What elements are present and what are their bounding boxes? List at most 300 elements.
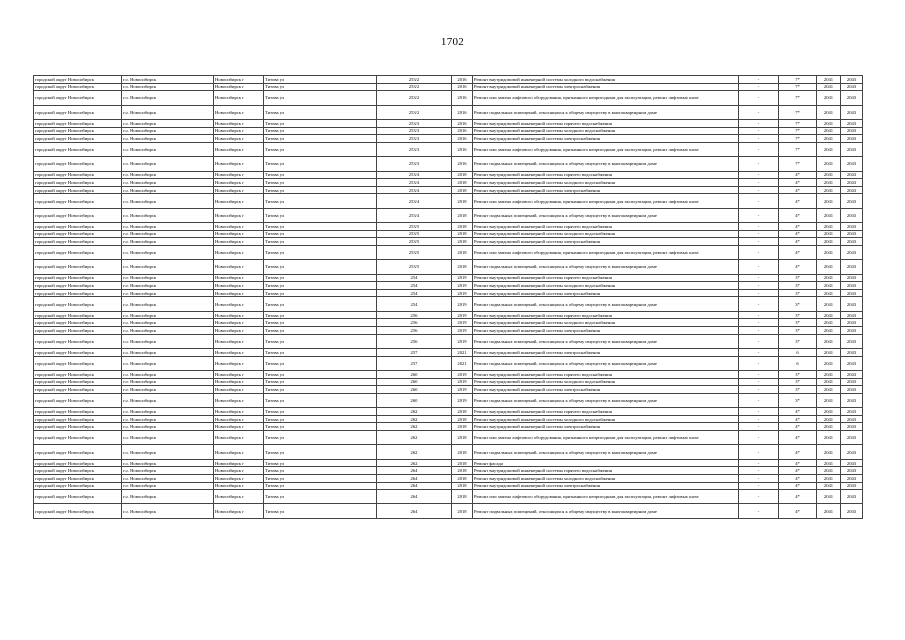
district-cell: городской округ Новосибирск bbox=[34, 245, 122, 259]
year-cell: 2016 bbox=[452, 105, 473, 119]
locality-cell: Новосибирск г bbox=[214, 430, 264, 444]
floors-cell: 3* bbox=[779, 370, 817, 378]
city-cell: г.о. Новосибирск bbox=[122, 482, 214, 490]
start-year-cell: 2041 bbox=[817, 504, 841, 518]
end-year-cell: 2043 bbox=[841, 474, 863, 482]
street-cell: Титова ул bbox=[264, 223, 377, 231]
work-type-cell: Ремонт подвальных помещений, относящихся к общему имуществу в многоквартирном доме bbox=[473, 260, 739, 274]
year-cell: 2018 bbox=[452, 423, 473, 431]
floors-cell: 4* bbox=[779, 504, 817, 518]
district-cell: городской округ Новосибирск bbox=[34, 157, 122, 171]
dash-cell: - bbox=[739, 157, 779, 171]
end-year-cell: 2043 bbox=[841, 408, 863, 416]
locality-cell: Новосибирск г bbox=[214, 467, 264, 475]
start-year-cell: 2041 bbox=[817, 386, 841, 394]
street-cell: Титова ул bbox=[264, 171, 377, 179]
year-cell: 2016 bbox=[452, 91, 473, 105]
work-type-cell: Ремонт внутридомовой инженерной системы электроснабжения bbox=[473, 349, 739, 357]
street-cell: Титова ул bbox=[264, 423, 377, 431]
dash-cell: - bbox=[739, 386, 779, 394]
start-year-cell: 2041 bbox=[817, 474, 841, 482]
house-number-cell: 253/3 bbox=[377, 135, 452, 143]
start-year-cell: 2041 bbox=[817, 378, 841, 386]
city-cell: г.о. Новосибирск bbox=[122, 334, 214, 348]
table-row bbox=[34, 490, 863, 504]
district-cell: городской округ Новосибирск bbox=[34, 297, 122, 311]
table-row bbox=[34, 459, 863, 467]
end-year-cell: 2043 bbox=[841, 334, 863, 348]
locality-cell: Новосибирск г bbox=[214, 245, 264, 259]
house-number-cell: 254 bbox=[377, 282, 452, 290]
table-row bbox=[34, 327, 863, 335]
floors-cell: 4* bbox=[779, 408, 817, 416]
year-cell: 2018 bbox=[452, 179, 473, 187]
end-year-cell: 2043 bbox=[841, 230, 863, 238]
start-year-cell: 2041 bbox=[817, 349, 841, 357]
street-cell: Титова ул bbox=[264, 378, 377, 386]
table-row bbox=[34, 311, 863, 319]
dash-cell: - bbox=[739, 490, 779, 504]
end-year-cell: 2043 bbox=[841, 415, 863, 423]
work-type-cell: Ремонт внутридомовой инженерной системы холодного водоснабжения bbox=[473, 378, 739, 386]
start-year-cell: 2041 bbox=[817, 423, 841, 431]
start-year-cell: 2041 bbox=[817, 327, 841, 335]
city-cell: г.о. Новосибирск bbox=[122, 459, 214, 467]
street-cell: Титова ул bbox=[264, 127, 377, 135]
start-year-cell: 2041 bbox=[817, 142, 841, 156]
street-cell: Титова ул bbox=[264, 208, 377, 222]
end-year-cell: 2043 bbox=[841, 467, 863, 475]
street-cell: Титова ул bbox=[264, 179, 377, 187]
table-row bbox=[34, 186, 863, 194]
table-row bbox=[34, 349, 863, 357]
work-type-cell: Ремонт подвальных помещений, относящихся к общему имуществу в многоквартирном доме bbox=[473, 208, 739, 222]
city-cell: г.о. Новосибирск bbox=[122, 179, 214, 187]
street-cell: Титова ул bbox=[264, 327, 377, 335]
district-cell: городской округ Новосибирск bbox=[34, 459, 122, 467]
floors-cell: 4* bbox=[779, 230, 817, 238]
city-cell: г.о. Новосибирск bbox=[122, 208, 214, 222]
dash-cell: - bbox=[739, 474, 779, 482]
house-number-cell: 253/4 bbox=[377, 171, 452, 179]
dash-cell: - bbox=[739, 459, 779, 467]
table-row bbox=[34, 504, 863, 518]
table-row bbox=[34, 319, 863, 327]
house-number-cell: 256 bbox=[377, 311, 452, 319]
locality-cell: Новосибирск г bbox=[214, 386, 264, 394]
city-cell: г.о. Новосибирск bbox=[122, 238, 214, 246]
floors-cell: 4* bbox=[779, 260, 817, 274]
district-cell: городской округ Новосибирск bbox=[34, 482, 122, 490]
street-cell: Титова ул bbox=[264, 274, 377, 282]
locality-cell: Новосибирск г bbox=[214, 91, 264, 105]
house-number-cell: 262 bbox=[377, 423, 452, 431]
end-year-cell: 2043 bbox=[841, 186, 863, 194]
table-row bbox=[34, 238, 863, 246]
street-cell: Титова ул bbox=[264, 490, 377, 504]
floors-cell: 4* bbox=[779, 179, 817, 187]
table-row bbox=[34, 142, 863, 156]
floors-cell: 4* bbox=[779, 245, 817, 259]
table-row bbox=[34, 282, 863, 290]
year-cell: 2018 bbox=[452, 245, 473, 259]
start-year-cell: 2041 bbox=[817, 297, 841, 311]
work-type-cell: Ремонт внутридомовой инженерной системы холодного водоснабжения bbox=[473, 76, 739, 84]
district-cell: городской округ Новосибирск bbox=[34, 319, 122, 327]
start-year-cell: 2041 bbox=[817, 415, 841, 423]
street-cell: Титова ул bbox=[264, 238, 377, 246]
table-row bbox=[34, 91, 863, 105]
house-number-cell: 253/2 bbox=[377, 83, 452, 91]
end-year-cell: 2043 bbox=[841, 423, 863, 431]
year-cell: 2016 bbox=[452, 127, 473, 135]
street-cell: Титова ул bbox=[264, 467, 377, 475]
year-cell: 2019 bbox=[452, 282, 473, 290]
street-cell: Титова ул bbox=[264, 297, 377, 311]
house-number-cell: 253/4 bbox=[377, 179, 452, 187]
locality-cell: Новосибирск г bbox=[214, 274, 264, 282]
city-cell: г.о. Новосибирск bbox=[122, 504, 214, 518]
year-cell: 2016 bbox=[452, 119, 473, 127]
locality-cell: Новосибирск г bbox=[214, 490, 264, 504]
district-cell: городской округ Новосибирск bbox=[34, 386, 122, 394]
floors-cell: 3* bbox=[779, 297, 817, 311]
table-row bbox=[34, 105, 863, 119]
floors-cell: 3* bbox=[779, 327, 817, 335]
floors-cell: 7* bbox=[779, 91, 817, 105]
street-cell: Титова ул bbox=[264, 504, 377, 518]
house-number-cell: 256 bbox=[377, 327, 452, 335]
end-year-cell: 2043 bbox=[841, 349, 863, 357]
table-row bbox=[34, 467, 863, 475]
floors-cell: 4* bbox=[779, 467, 817, 475]
work-type-cell: Ремонт внутридомовой инженерной системы горячего водоснабжения bbox=[473, 223, 739, 231]
street-cell: Титова ул bbox=[264, 119, 377, 127]
locality-cell: Новосибирск г bbox=[214, 208, 264, 222]
locality-cell: Новосибирск г bbox=[214, 349, 264, 357]
locality-cell: Новосибирск г bbox=[214, 260, 264, 274]
end-year-cell: 2043 bbox=[841, 482, 863, 490]
year-cell: 2018 bbox=[452, 208, 473, 222]
start-year-cell: 2041 bbox=[817, 289, 841, 297]
street-cell: Титова ул bbox=[264, 415, 377, 423]
work-type-cell: Ремонт внутридомовой инженерной системы электроснабжения bbox=[473, 186, 739, 194]
year-cell: 2018 bbox=[452, 504, 473, 518]
year-cell: 2018 bbox=[452, 445, 473, 459]
table-row bbox=[34, 135, 863, 143]
start-year-cell: 2041 bbox=[817, 334, 841, 348]
start-year-cell: 2041 bbox=[817, 274, 841, 282]
district-cell: городской округ Новосибирск bbox=[34, 208, 122, 222]
dash-cell: - bbox=[739, 186, 779, 194]
start-year-cell: 2041 bbox=[817, 356, 841, 370]
locality-cell: Новосибирск г bbox=[214, 370, 264, 378]
table-row bbox=[34, 445, 863, 459]
dash-cell: - bbox=[739, 378, 779, 386]
floors-cell: 7* bbox=[779, 105, 817, 119]
start-year-cell: 2041 bbox=[817, 91, 841, 105]
city-cell: г.о. Новосибирск bbox=[122, 490, 214, 504]
city-cell: г.о. Новосибирск bbox=[122, 194, 214, 208]
floors-cell: 3* bbox=[779, 319, 817, 327]
table-row bbox=[34, 482, 863, 490]
district-cell: городской округ Новосибирск bbox=[34, 260, 122, 274]
city-cell: г.о. Новосибирск bbox=[122, 393, 214, 407]
work-type-cell: Ремонт внутридомовой инженерной системы электроснабжения bbox=[473, 83, 739, 91]
start-year-cell: 2041 bbox=[817, 370, 841, 378]
table-row bbox=[34, 334, 863, 348]
year-cell: 2018 bbox=[452, 186, 473, 194]
table-row bbox=[34, 223, 863, 231]
house-number-cell: 253/4 bbox=[377, 186, 452, 194]
year-cell: 2019 bbox=[452, 370, 473, 378]
start-year-cell: 2041 bbox=[817, 260, 841, 274]
work-type-cell: Ремонт или замена лифтового оборудования, признанного непригодным для эксплуатации, ремонт лифтовых шахт bbox=[473, 142, 739, 156]
dash-cell: - bbox=[739, 127, 779, 135]
end-year-cell: 2043 bbox=[841, 282, 863, 290]
city-cell: г.о. Новосибирск bbox=[122, 91, 214, 105]
house-number-cell: 260 bbox=[377, 378, 452, 386]
city-cell: г.о. Новосибирск bbox=[122, 467, 214, 475]
dash-cell: - bbox=[739, 393, 779, 407]
district-cell: городской округ Новосибирск bbox=[34, 274, 122, 282]
dash-cell: - bbox=[739, 327, 779, 335]
locality-cell: Новосибирск г bbox=[214, 119, 264, 127]
city-cell: г.о. Новосибирск bbox=[122, 142, 214, 156]
dash-cell: - bbox=[739, 245, 779, 259]
locality-cell: Новосибирск г bbox=[214, 356, 264, 370]
dash-cell: - bbox=[739, 297, 779, 311]
end-year-cell: 2043 bbox=[841, 91, 863, 105]
locality-cell: Новосибирск г bbox=[214, 171, 264, 179]
end-year-cell: 2043 bbox=[841, 430, 863, 444]
house-number-cell: 253/5 bbox=[377, 245, 452, 259]
locality-cell: Новосибирск г bbox=[214, 135, 264, 143]
street-cell: Титова ул bbox=[264, 142, 377, 156]
house-number-cell: 253/4 bbox=[377, 208, 452, 222]
district-cell: городской округ Новосибирск bbox=[34, 349, 122, 357]
start-year-cell: 2041 bbox=[817, 135, 841, 143]
house-number-cell: 254 bbox=[377, 274, 452, 282]
end-year-cell: 2043 bbox=[841, 83, 863, 91]
district-cell: городской округ Новосибирск bbox=[34, 370, 122, 378]
house-number-cell: 253/3 bbox=[377, 119, 452, 127]
locality-cell: Новосибирск г bbox=[214, 142, 264, 156]
start-year-cell: 2041 bbox=[817, 445, 841, 459]
street-cell: Титова ул bbox=[264, 334, 377, 348]
work-type-cell: Ремонт или замена лифтового оборудования, признанного непригодным для эксплуатации, ремонт лифтовых шахт bbox=[473, 430, 739, 444]
house-number-cell: 253/5 bbox=[377, 260, 452, 274]
house-number-cell: 253/2 bbox=[377, 105, 452, 119]
street-cell: Титова ул bbox=[264, 445, 377, 459]
dash-cell: - bbox=[739, 430, 779, 444]
locality-cell: Новосибирск г bbox=[214, 157, 264, 171]
district-cell: городской округ Новосибирск bbox=[34, 76, 122, 84]
street-cell: Титова ул bbox=[264, 186, 377, 194]
table-row bbox=[34, 289, 863, 297]
start-year-cell: 2041 bbox=[817, 186, 841, 194]
dash-cell: - bbox=[739, 194, 779, 208]
year-cell: 2018 bbox=[452, 467, 473, 475]
house-number-cell: 256 bbox=[377, 334, 452, 348]
table-row bbox=[34, 127, 863, 135]
street-cell: Титова ул bbox=[264, 370, 377, 378]
dash-cell: - bbox=[739, 105, 779, 119]
locality-cell: Новосибирск г bbox=[214, 327, 264, 335]
house-number-cell: 260 bbox=[377, 386, 452, 394]
house-number-cell: 256 bbox=[377, 319, 452, 327]
street-cell: Титова ул bbox=[264, 356, 377, 370]
district-cell: городской округ Новосибирск bbox=[34, 127, 122, 135]
year-cell: 2019 bbox=[452, 289, 473, 297]
work-type-cell: Ремонт или замена лифтового оборудования, признанного непригодным для эксплуатации, ремонт лифтовых шахт bbox=[473, 490, 739, 504]
work-type-cell: Ремонт внутридомовой инженерной системы электроснабжения bbox=[473, 327, 739, 335]
floors-cell: 3* bbox=[779, 274, 817, 282]
dash-cell: - bbox=[739, 445, 779, 459]
street-cell: Титова ул bbox=[264, 135, 377, 143]
dash-cell: - bbox=[739, 76, 779, 84]
work-type-cell: Ремонт внутридомовой инженерной системы холодного водоснабжения bbox=[473, 230, 739, 238]
start-year-cell: 2041 bbox=[817, 319, 841, 327]
floors-cell: 4* bbox=[779, 423, 817, 431]
work-type-cell: Ремонт подвальных помещений, относящихся к общему имуществу в многоквартирном доме bbox=[473, 504, 739, 518]
table-row bbox=[34, 430, 863, 444]
end-year-cell: 2043 bbox=[841, 245, 863, 259]
start-year-cell: 2041 bbox=[817, 223, 841, 231]
work-type-cell: Ремонт внутридомовой инженерной системы горячего водоснабжения bbox=[473, 467, 739, 475]
floors-cell: 4* bbox=[779, 430, 817, 444]
table-row bbox=[34, 208, 863, 222]
district-cell: городской округ Новосибирск bbox=[34, 415, 122, 423]
district-cell: городской округ Новосибирск bbox=[34, 311, 122, 319]
locality-cell: Новосибирск г bbox=[214, 105, 264, 119]
floors-cell: 3* bbox=[779, 311, 817, 319]
start-year-cell: 2041 bbox=[817, 311, 841, 319]
district-cell: городской округ Новосибирск bbox=[34, 423, 122, 431]
table-row bbox=[34, 260, 863, 274]
table-row bbox=[34, 378, 863, 386]
end-year-cell: 2043 bbox=[841, 504, 863, 518]
locality-cell: Новосибирск г bbox=[214, 230, 264, 238]
house-number-cell: 253/2 bbox=[377, 76, 452, 84]
district-cell: городской округ Новосибирск bbox=[34, 91, 122, 105]
city-cell: г.о. Новосибирск bbox=[122, 223, 214, 231]
end-year-cell: 2043 bbox=[841, 393, 863, 407]
city-cell: г.о. Новосибирск bbox=[122, 474, 214, 482]
work-type-cell: Ремонт внутридомовой инженерной системы холодного водоснабжения bbox=[473, 415, 739, 423]
street-cell: Титова ул bbox=[264, 282, 377, 290]
dash-cell: - bbox=[739, 311, 779, 319]
table-row bbox=[34, 171, 863, 179]
city-cell: г.о. Новосибирск bbox=[122, 127, 214, 135]
street-cell: Титова ул bbox=[264, 83, 377, 91]
floors-cell: 7* bbox=[779, 157, 817, 171]
end-year-cell: 2043 bbox=[841, 311, 863, 319]
street-cell: Титова ул bbox=[264, 230, 377, 238]
work-type-cell: Ремонт внутридомовой инженерной системы холодного водоснабжения bbox=[473, 179, 739, 187]
work-type-cell: Ремонт подвальных помещений, относящихся к общему имуществу в многоквартирном доме bbox=[473, 334, 739, 348]
start-year-cell: 2041 bbox=[817, 179, 841, 187]
locality-cell: Новосибирск г bbox=[214, 482, 264, 490]
house-number-cell: 264 bbox=[377, 504, 452, 518]
floors-cell: 6 bbox=[779, 349, 817, 357]
floors-cell: 4* bbox=[779, 208, 817, 222]
city-cell: г.о. Новосибирск bbox=[122, 76, 214, 84]
locality-cell: Новосибирск г bbox=[214, 76, 264, 84]
district-cell: городской округ Новосибирск bbox=[34, 119, 122, 127]
year-cell: 2019 bbox=[452, 393, 473, 407]
dash-cell: - bbox=[739, 142, 779, 156]
year-cell: 2018 bbox=[452, 459, 473, 467]
work-type-cell: Ремонт внутридомовой инженерной системы холодного водоснабжения bbox=[473, 474, 739, 482]
work-type-cell: Ремонт внутридомовой инженерной системы холодного водоснабжения bbox=[473, 127, 739, 135]
work-type-cell: Ремонт внутридомовой инженерной системы горячего водоснабжения bbox=[473, 274, 739, 282]
district-cell: городской округ Новосибирск bbox=[34, 334, 122, 348]
district-cell: городской округ Новосибирск bbox=[34, 186, 122, 194]
house-number-cell: 260 bbox=[377, 393, 452, 407]
house-number-cell: 262 bbox=[377, 459, 452, 467]
street-cell: Титова ул bbox=[264, 289, 377, 297]
floors-cell: 4* bbox=[779, 238, 817, 246]
district-cell: городской округ Новосибирск bbox=[34, 223, 122, 231]
city-cell: г.о. Новосибирск bbox=[122, 186, 214, 194]
district-cell: городской округ Новосибирск bbox=[34, 135, 122, 143]
end-year-cell: 2043 bbox=[841, 386, 863, 394]
dash-cell: - bbox=[739, 289, 779, 297]
locality-cell: Новосибирск г bbox=[214, 238, 264, 246]
floors-cell: 4* bbox=[779, 482, 817, 490]
year-cell: 2016 bbox=[452, 157, 473, 171]
city-cell: г.о. Новосибирск bbox=[122, 105, 214, 119]
locality-cell: Новосибирск г bbox=[214, 186, 264, 194]
city-cell: г.о. Новосибирск bbox=[122, 297, 214, 311]
table-row bbox=[34, 245, 863, 259]
floors-cell: 3* bbox=[779, 393, 817, 407]
end-year-cell: 2043 bbox=[841, 289, 863, 297]
city-cell: г.о. Новосибирск bbox=[122, 83, 214, 91]
year-cell: 2018 bbox=[452, 474, 473, 482]
dash-cell: - bbox=[739, 334, 779, 348]
dash-cell: - bbox=[739, 83, 779, 91]
start-year-cell: 2041 bbox=[817, 194, 841, 208]
house-number-cell: 264 bbox=[377, 490, 452, 504]
table-row bbox=[34, 423, 863, 431]
house-number-cell: 254 bbox=[377, 289, 452, 297]
year-cell: 2016 bbox=[452, 76, 473, 84]
dash-cell: - bbox=[739, 423, 779, 431]
year-cell: 2018 bbox=[452, 482, 473, 490]
end-year-cell: 2043 bbox=[841, 370, 863, 378]
house-number-cell: 257 bbox=[377, 356, 452, 370]
city-cell: г.о. Новосибирск bbox=[122, 119, 214, 127]
table-row bbox=[34, 157, 863, 171]
district-cell: городской округ Новосибирск bbox=[34, 105, 122, 119]
floors-cell: 7* bbox=[779, 142, 817, 156]
end-year-cell: 2043 bbox=[841, 142, 863, 156]
table-row bbox=[34, 370, 863, 378]
year-cell: 2016 bbox=[452, 83, 473, 91]
city-cell: г.о. Новосибирск bbox=[122, 289, 214, 297]
floors-cell: 3* bbox=[779, 282, 817, 290]
district-cell: городской округ Новосибирск bbox=[34, 445, 122, 459]
table-row bbox=[34, 415, 863, 423]
district-cell: городской округ Новосибирск bbox=[34, 83, 122, 91]
district-cell: городской округ Новосибирск bbox=[34, 504, 122, 518]
city-cell: г.о. Новосибирск bbox=[122, 408, 214, 416]
work-type-cell: Ремонт внутридомовой инженерной системы горячего водоснабжения bbox=[473, 408, 739, 416]
locality-cell: Новосибирск г bbox=[214, 423, 264, 431]
floors-cell: 4* bbox=[779, 171, 817, 179]
